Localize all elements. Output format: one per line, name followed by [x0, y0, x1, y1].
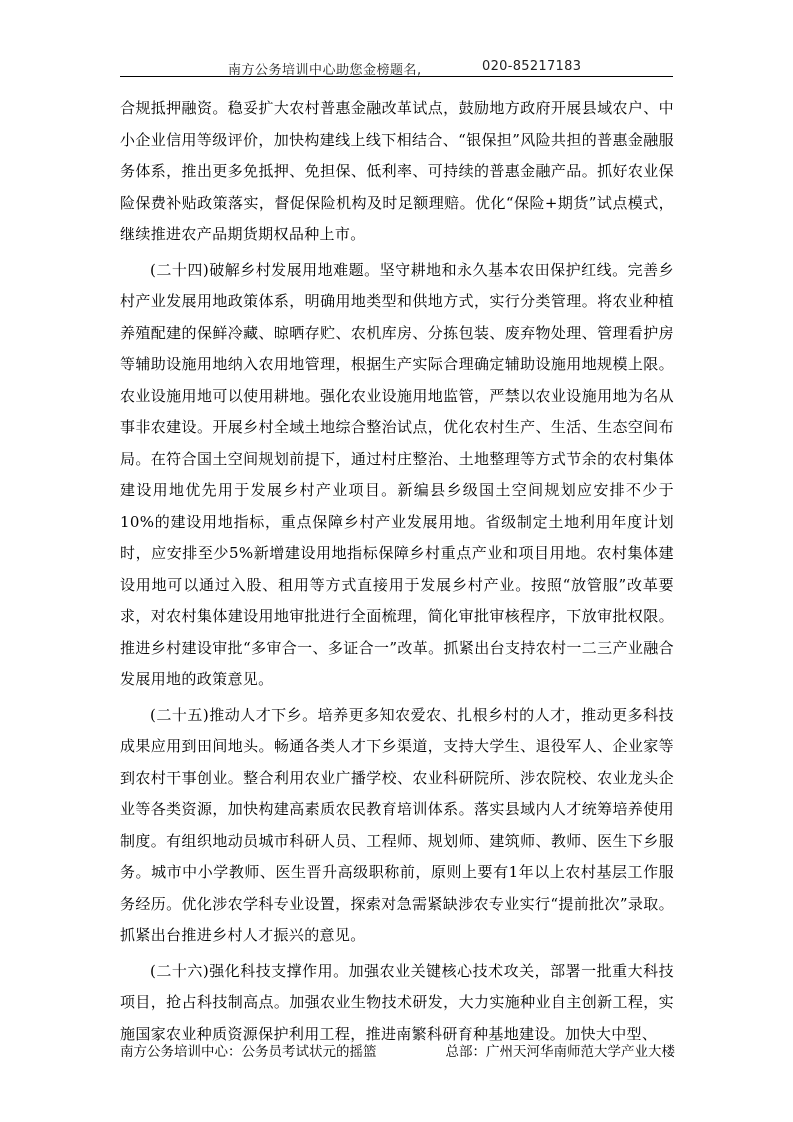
- header-phone: 020-85217183: [482, 59, 582, 74]
- footer-left-text: 南方公务培训中心：公务员考试状元的摇篮: [120, 1044, 377, 1060]
- header-divider: [120, 76, 673, 77]
- header-title: 南方公务培训中心助您金榜题名,: [228, 63, 422, 78]
- footer-right-text: 总部：广州天河华南师范大学产业大楼: [445, 1044, 675, 1060]
- document-body: [120, 93, 674, 1054]
- paragraph-26-technology: (二十六)强化科技支撑作用。加强农业关键核心技术攻关，部署一批重大科技项目，抢占科技制高点。加强农业生物技术研发，大力实施种业自主创新工程，实施国家农业种质资源保护利用工程，推进南繁科研育种基地建设。加快大中型、: [120, 961, 674, 1043]
- page-footer: [120, 1040, 675, 1060]
- paragraph-24-land-use: (二十四)破解乡村发展用地难题。坚守耕地和永久基本农田保护红线。完善乡村产业发展用地政策体系，明确用地类型和供地方式，实行分类管理。将农业种植养殖配建的保鲜冷藏、晾晒存贮、农机库房、分拣包装、废弃物处理、管理看护房等辅助设施用地纳入农用地管理，根据生产实际合理确定辅助设施用地规模上限。农业设施用地可以使用耕地。强化农业设施用地监管，严禁以农业设施用地为名从事非农建设。开展乡村全域土地综合整治试点，优化农村生产、生活、生态空间布局。在符合国土空间规划前提下，通过村庄整治、土地整理等方式节余的农村集体建设用地优先用于发展乡村产业项目。新编县乡级国土空间规划应安排不少于10%的建设用地指标，重点保障乡村产业发展用地。省级制定土地利用年度计划时，应安排至少5%新增建设用地指标保障乡村重点产业和项目用地。农村集体建设用地可以通过入股、租用等方式直接用于发展乡村产业。按照“放管服”改革要求，对农村集体建设用地审批进行全面梳理，简化审批审核程序，下放审批权限。推进乡村建设审批“多审合一、多证合一”改革。抓紧出台支持农村一二三产业融合发展用地的政策意见。: [120, 260, 674, 688]
- page-header: [120, 57, 673, 77]
- paragraph-continued: 合规抵押融资。稳妥扩大农村普惠金融改革试点，鼓励地方政府开展县域农户、中小企业信用等级评价，加快构建线上线下相结合、“银保担”风险共担的普惠金融服务体系，推出更多免抵押、免担保、低利率、可持续的普惠金融产品。抓好农业保险保费补贴政策落实，督促保险机构及时足额理赔。优化“保险+期货”试点模式，继续推进农产品期货期权品种上市。: [120, 99, 674, 243]
- paragraph-25-talent: (二十五)推动人才下乡。培养更多知农爱农、扎根乡村的人才，推动更多科技成果应用到田间地头。畅通各类人才下乡渠道，支持大学生、退役军人、企业家等到农村干事创业。整合利用农业广播学校、农业科研院所、涉农院校、农业龙头企业等各类资源，加快构建高素质农民教育培训体系。落实县域内人才统筹培养使用制度。有组织地动员城市科研人员、工程师、规划师、建筑师、教师、医生下乡服务。城市中小学教师、医生晋升高级职称前，原则上要有1年以上农村基层工作服务经历。优化涉农学科专业设置，探索对急需紧缺涉农专业实行“提前批次”录取。抓紧出台推进乡村人才振兴的意见。: [120, 705, 674, 944]
